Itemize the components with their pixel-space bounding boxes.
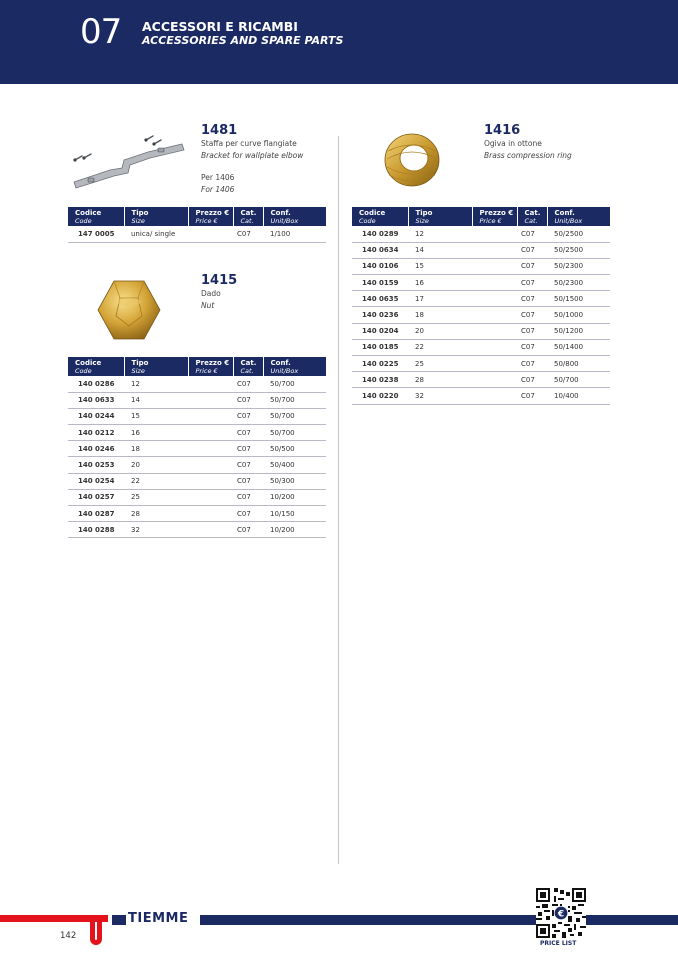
cell-code: 140 0236	[352, 307, 408, 323]
cell-conf: 50/2300	[547, 258, 610, 274]
cell-size: 16	[408, 275, 472, 291]
price-list-qr-code[interactable]	[536, 888, 586, 938]
col-price-header: Prezzo € Price €	[472, 207, 517, 226]
product-code-1416: 1416	[484, 123, 521, 138]
cell-conf: 50/2500	[547, 242, 610, 258]
cell-cat: C07	[233, 425, 263, 441]
cell-cat: C07	[233, 408, 263, 424]
table-row	[68, 376, 326, 392]
cell-conf: 50/1400	[547, 339, 610, 355]
cell-size: 32	[408, 388, 472, 404]
cell-size: 22	[124, 473, 188, 489]
cell-conf: 50/800	[547, 356, 610, 372]
cell-conf: 50/1000	[547, 307, 610, 323]
table-row	[68, 522, 326, 538]
cell-cat: C07	[233, 522, 263, 538]
cell-size: 25	[408, 356, 472, 372]
cell-size: 12	[124, 376, 188, 392]
table-row	[352, 356, 610, 372]
price-table-1415	[68, 357, 326, 538]
chapter-title-en: ACCESSORIES AND SPARE PARTS	[142, 34, 344, 47]
cell-conf: 50/700	[547, 372, 610, 388]
table-row	[68, 392, 326, 408]
table-row	[352, 258, 610, 274]
cell-size: 32	[124, 522, 188, 538]
cell-cat: C07	[233, 376, 263, 392]
cell-size: 14	[408, 242, 472, 258]
cell-price	[472, 242, 517, 258]
cell-code: 140 0225	[352, 356, 408, 372]
footer-navy-accent	[112, 915, 126, 925]
svg-text:€: €	[557, 909, 565, 920]
table-row	[352, 242, 610, 258]
cell-size: 25	[124, 489, 188, 505]
cell-code: 140 0246	[68, 441, 124, 457]
chapter-number: 07	[80, 12, 122, 52]
product-desc-en-1481: Bracket for wallplate elbow	[201, 151, 304, 160]
bracket-image	[70, 132, 188, 194]
table-header-row	[68, 207, 326, 226]
cell-code: 140 0185	[352, 339, 408, 355]
cell-price	[472, 226, 517, 242]
price-list-label: PRICE LIST	[540, 940, 577, 947]
cell-cat: C07	[517, 275, 547, 291]
cell-cat: C07	[517, 258, 547, 274]
cell-price	[188, 408, 233, 424]
cell-price	[472, 258, 517, 274]
col-price-header: Prezzo € Price €	[188, 357, 233, 376]
cell-conf: 1/100	[263, 226, 326, 242]
table-row	[352, 291, 610, 307]
cell-size: unica/ single	[124, 226, 188, 242]
cell-code: 140 0159	[352, 275, 408, 291]
cell-size: 16	[124, 425, 188, 441]
table-row	[68, 457, 326, 473]
cell-size: 14	[124, 392, 188, 408]
cell-cat: C07	[517, 372, 547, 388]
cell-cat: C07	[517, 291, 547, 307]
cell-price	[472, 356, 517, 372]
cell-code: 140 0238	[352, 372, 408, 388]
cell-conf: 50/700	[263, 425, 326, 441]
cell-size: 18	[124, 441, 188, 457]
cell-conf: 50/400	[263, 457, 326, 473]
price-table-1481	[68, 207, 326, 243]
cell-cat: C07	[517, 339, 547, 355]
cell-conf: 10/400	[547, 388, 610, 404]
cell-cat: C07	[517, 388, 547, 404]
cell-code: 140 0254	[68, 473, 124, 489]
cell-price	[188, 522, 233, 538]
cell-conf: 50/300	[263, 473, 326, 489]
chapter-title-it: ACCESSORI E RICAMBI	[142, 19, 298, 34]
product-note-it-1481: Per 1406	[201, 173, 235, 182]
table-row	[68, 425, 326, 441]
price-table-1416	[352, 207, 610, 405]
cell-price	[472, 323, 517, 339]
table-row	[68, 506, 326, 522]
cell-price	[472, 291, 517, 307]
cell-cat: C07	[233, 506, 263, 522]
cell-cat: C07	[517, 356, 547, 372]
col-conf-header: Conf. Unit/Box	[263, 357, 326, 376]
table-header-row	[68, 357, 326, 376]
table-row	[68, 408, 326, 424]
table-row	[352, 323, 610, 339]
table-row	[352, 307, 610, 323]
table-row	[68, 441, 326, 457]
nut-image	[96, 278, 162, 342]
cell-cat: C07	[233, 489, 263, 505]
cell-price	[472, 307, 517, 323]
cell-price	[188, 441, 233, 457]
qr-code-icon	[536, 888, 586, 938]
col-size-header: Tipo Size	[124, 207, 188, 226]
cell-code: 140 0633	[68, 392, 124, 408]
cell-conf: 10/200	[263, 489, 326, 505]
product-desc-it-1481: Staffa per curve flangiate	[201, 139, 297, 148]
page-number: 142	[60, 931, 77, 941]
cell-price	[188, 489, 233, 505]
cell-conf: 50/700	[263, 376, 326, 392]
cell-conf: 10/150	[263, 506, 326, 522]
cell-cat: C07	[233, 457, 263, 473]
col-cat-header: Cat. Cat.	[233, 357, 263, 376]
compression-ring-image	[382, 131, 442, 189]
cell-code: 140 0634	[352, 242, 408, 258]
cell-code: 140 0257	[68, 489, 124, 505]
cell-price	[472, 388, 517, 404]
col-code-header: Codice Code	[68, 207, 124, 226]
cell-price	[472, 275, 517, 291]
cell-code: 140 0212	[68, 425, 124, 441]
table-row	[352, 372, 610, 388]
cell-conf: 50/1500	[547, 291, 610, 307]
cell-size: 17	[408, 291, 472, 307]
cell-size: 15	[124, 408, 188, 424]
cell-price	[188, 425, 233, 441]
cell-size: 12	[408, 226, 472, 242]
cell-cat: C07	[233, 226, 263, 242]
cell-code: 140 0287	[68, 506, 124, 522]
col-code-header: Codice Code	[352, 207, 408, 226]
cell-size: 28	[408, 372, 472, 388]
col-cat-header: Cat. Cat.	[517, 207, 547, 226]
cell-price	[188, 392, 233, 408]
cell-size: 20	[124, 457, 188, 473]
table-header-row	[352, 207, 610, 226]
cell-cat: C07	[517, 242, 547, 258]
cell-conf: 50/700	[263, 408, 326, 424]
cell-conf: 10/200	[263, 522, 326, 538]
cell-cat: C07	[233, 441, 263, 457]
product-desc-en-1416: Brass compression ring	[484, 151, 572, 160]
cell-code: 140 0220	[352, 388, 408, 404]
cell-conf: 50/700	[263, 392, 326, 408]
cell-code: 140 0244	[68, 408, 124, 424]
cell-conf: 50/500	[263, 441, 326, 457]
cell-conf: 50/2300	[547, 275, 610, 291]
cell-cat: C07	[517, 323, 547, 339]
product-code-1481: 1481	[201, 123, 238, 138]
cell-code: 140 0289	[352, 226, 408, 242]
cell-price	[472, 339, 517, 355]
cell-code: 140 0106	[352, 258, 408, 274]
footer-red-hook	[90, 915, 102, 945]
cell-code: 147 0005	[68, 226, 124, 242]
product-code-1415: 1415	[201, 273, 238, 288]
cell-cat: C07	[233, 473, 263, 489]
footer-navy-bar	[200, 915, 678, 925]
cell-code: 140 0288	[68, 522, 124, 538]
cell-conf: 50/1200	[547, 323, 610, 339]
col-conf-header: Conf. Unit/Box	[547, 207, 610, 226]
product-note-en-1481: For 1406	[201, 185, 235, 194]
cell-price	[188, 457, 233, 473]
table-row	[352, 388, 610, 404]
col-cat-header: Cat. Cat.	[233, 207, 263, 226]
cell-cat: C07	[233, 392, 263, 408]
chapter-header	[0, 0, 678, 84]
cell-size: 20	[408, 323, 472, 339]
table-row	[352, 339, 610, 355]
cell-cat: C07	[517, 307, 547, 323]
product-desc-en-1415: Nut	[201, 301, 215, 310]
column-divider	[338, 136, 339, 864]
product-desc-it-1416: Ogiva in ottone	[484, 139, 542, 148]
col-size-header: Tipo Size	[124, 357, 188, 376]
cell-price	[188, 376, 233, 392]
col-price-header: Prezzo € Price €	[188, 207, 233, 226]
table-row	[68, 226, 326, 242]
col-size-header: Tipo Size	[408, 207, 472, 226]
cell-code: 140 0635	[352, 291, 408, 307]
table-row	[68, 473, 326, 489]
cell-size: 28	[124, 506, 188, 522]
cell-size: 15	[408, 258, 472, 274]
cell-cat: C07	[517, 226, 547, 242]
cell-code: 140 0253	[68, 457, 124, 473]
cell-price	[188, 473, 233, 489]
cell-size: 22	[408, 339, 472, 355]
col-code-header: Codice Code	[68, 357, 124, 376]
cell-conf: 50/2500	[547, 226, 610, 242]
table-row	[68, 489, 326, 505]
cell-code: 140 0204	[352, 323, 408, 339]
cell-code: 140 0286	[68, 376, 124, 392]
product-desc-it-1415: Dado	[201, 289, 221, 298]
cell-price	[188, 506, 233, 522]
cell-size: 18	[408, 307, 472, 323]
cell-price	[472, 372, 517, 388]
cell-price	[188, 226, 233, 242]
brand-logo: TIEMME	[128, 911, 189, 926]
table-row	[352, 275, 610, 291]
col-conf-header: Conf. Unit/Box	[263, 207, 326, 226]
table-row	[352, 226, 610, 242]
